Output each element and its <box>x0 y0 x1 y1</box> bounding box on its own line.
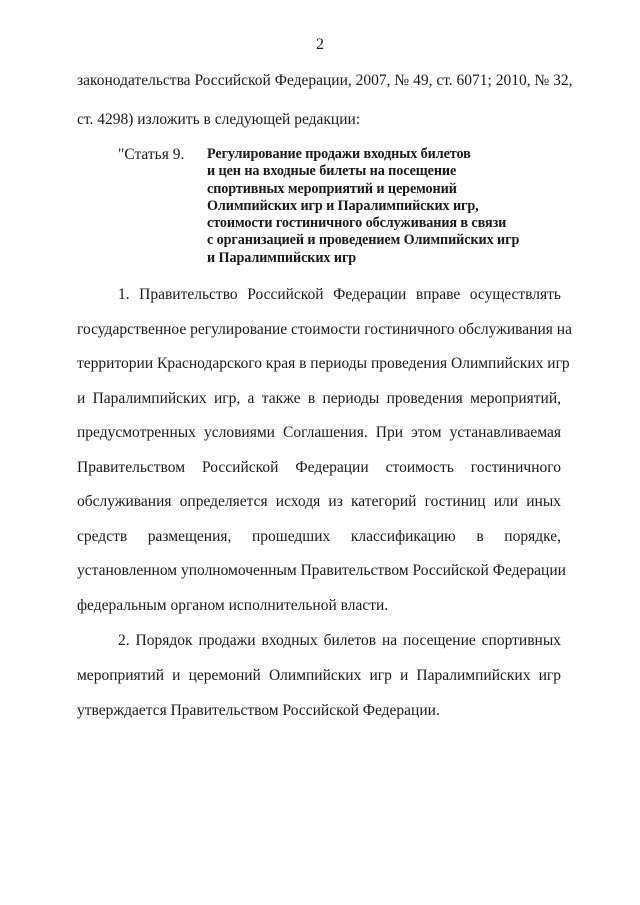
intro-line-1: законодательства Российской Федерации, 2007, № 49, ст. 6071; 2010, № 32, <box>77 72 573 89</box>
article-title-line: с организацией и проведением Олимпийских игр <box>207 232 520 249</box>
paragraph-1-line: 1. Правительство Российской Федерации вправе осуществлять <box>118 286 561 303</box>
article-title-line: Регулирование продажи входных билетов <box>207 146 471 162</box>
paragraph-1-line: федеральным органом исполнительной власти. <box>77 597 389 614</box>
intro-line-2: ст. 4298) изложить в следующей редакции: <box>77 111 361 128</box>
article-title-line: стоимости гостиничного обслуживания в связи <box>207 215 507 232</box>
paragraph-1-line: установленном уполномоченным Правительством Российской Федерации <box>77 562 566 579</box>
paragraph-1-line: предусмотренных условиями Соглашения. При этом устанавливаемая <box>77 424 561 441</box>
article-title-line: Олимпийских игр и Паралимпийских игр, <box>207 197 479 214</box>
paragraph-2-line: 2. Порядок продажи входных билетов на посещение спортивных <box>118 632 561 649</box>
paragraph-1-line: государственное регулирование стоимости гостиничного обслуживания на <box>77 321 572 338</box>
article-title-line: и Паралимпийских игр <box>207 249 357 266</box>
paragraph-2-line: утверждается Правительством Российской Федерации. <box>77 702 440 719</box>
paragraph-1-line: Правительством Российской Федерации стоимость гостиничного <box>77 459 561 476</box>
paragraph-1-line: обслуживания определяется исходя из категорий гостиниц или иных <box>77 493 561 510</box>
article-label: "Статья 9. <box>118 146 185 163</box>
paragraph-1-line: и Паралимпийских игр, а также в периоды проведения мероприятий, <box>77 390 561 407</box>
article-title-line: и цен на входные билеты на посещение <box>207 163 457 180</box>
article-title <box>207 146 519 267</box>
paragraph-1-line: территории Краснодарского края в периоды проведения Олимпийских игр <box>77 355 570 372</box>
paragraph-2-line: мероприятий и церемоний Олимпийских игр и Паралимпийских игр <box>77 667 561 684</box>
paragraph-1-line: средств размещения, прошедших классификацию в порядке, <box>77 528 561 545</box>
article-title-line: спортивных мероприятий и церемоний <box>207 180 457 197</box>
page-number: 2 <box>316 36 324 53</box>
